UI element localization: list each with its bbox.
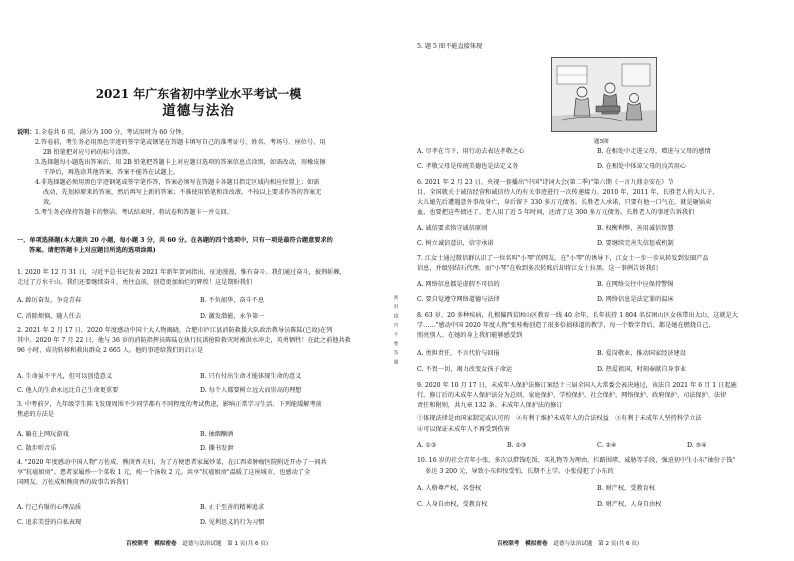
note-line: 4.非选择题必须用黑色字迹钢笔或签字笔作答，答案必须写在答题卡各题目指定区域内相应位置上；如需 — [35, 179, 320, 186]
question-5-option-d[interactable]: D. 在相处中体谅父母的良苦用心 — [597, 163, 687, 170]
question-7-option-a[interactable]: A. 网络信息都是虚假不可信的 — [417, 281, 500, 288]
question-6-stem: 目，全国就关于诚信经营和诚信待人的有关事迹进行一次传递接力。2010 年，2011 年，长胜老人的大儿子、 — [417, 189, 719, 196]
note-line: 2.答卷前，考生务必用黑色字迹的签字笔或钢笔在答题卡填写自己的准考证号、姓名、考场号、座位号。用 — [35, 139, 326, 146]
question-8-option-c[interactable]: C. 不畏一切，竭力改变女孩子命运 — [417, 366, 513, 373]
question-1-stem: 走过了万水千山。我们还要继续奋斗，勇往直前，创造更加灿烂的辉煌！这是期盼我们 — [17, 279, 253, 286]
question-1-stem: 1. 2020 年 12 月 31 日，习近平总书记发表 2021 年新年贺词指出，征途漫漫，惟有奋斗。我们通过奋斗，披荆斩棘， — [17, 269, 346, 276]
footer-page-number: 道德与法治试题 第 1 页(共 6 页) — [182, 541, 269, 547]
page-footer — [126, 540, 268, 549]
question-3-option-d[interactable]: D. 撕书发泄 — [200, 445, 234, 452]
question-4-option-c[interactable]: C. 追求美誉的自私表现 — [17, 519, 82, 526]
question-7-option-d[interactable]: D. 网络信息是法定罪的温床 — [597, 296, 674, 303]
question-3-option-c[interactable]: C. 散步听音乐 — [17, 445, 57, 452]
question-2-stem: 2. 2021 年 2 月 17 日，2020 年度感动中国十大人物揭晓，合肥市庐江县消防救援大队政治教导员陈陆(已故)在列 — [17, 327, 333, 334]
footer-series: 模拟密卷 — [154, 541, 177, 547]
question-2-stem: 96 小时，成功转移和救出群众 2 665 人。他的事迹给我们的启示是 — [17, 347, 204, 354]
question-7-option-c[interactable]: C. 要自觉遵守网络道德与法律 — [417, 296, 500, 303]
question-7-stem: 信息，并级别结石代理，而"小琴"在收到多次转账后却将江女士拉黑。这一事例告诉我们 — [417, 265, 658, 272]
question-1-option-c[interactable]: C. 消除烦恼，随人任去 — [17, 313, 82, 320]
question-8-option-d[interactable]: D. 热爱祖国，时刻奉献自身事业 — [597, 366, 687, 373]
exam-title: 2021 年广东省初中学业水平考试一模 — [95, 87, 302, 101]
question-9-stem: 9. 2020 年 10 月 17 日，未成年人保护法修订案经十三届全国人大常委会表决通过，该法自 2021 年 6 月 1 日起施 — [417, 382, 737, 389]
section-heading: 答案。请把答题卡上对应题目所选的选项涂黑) — [29, 247, 156, 254]
footer-page-number: 道德与法治试题 第 2 页(共 6 页) — [553, 541, 640, 547]
question-6-option-c[interactable]: C. 树立诚信意识，信守承诺 — [417, 240, 494, 247]
question-5-option-c[interactable]: C. 孝敬父母是传统美德也是法定义务 — [417, 163, 519, 170]
footer-series: 模拟密卷 — [525, 541, 548, 547]
question-7-option-b[interactable]: B. 在网络交往中应保持警惕 — [597, 281, 674, 288]
question-10-stem: 10. 16 岁的社会青年小张，多次以借钱吃饭、买礼物等为理由，拦路围堵，威胁等手段，强迫初中生小东"抽份子钱" — [417, 457, 736, 464]
question-3-option-a[interactable]: A. 躺在上网玩游戏 — [17, 431, 69, 438]
question-7-stem: 7. 江女士通过微信群认识了一位名叫"小琴"的网友。在"小琴"的诱导下，江女士一步一步从转发到发圈产品 — [417, 255, 709, 262]
question-10-stem: 多达 3 200 元，导致小东担惊受怕，长期不上学。小张侵犯了小东的 — [425, 468, 614, 475]
question-8-stem: 8. 63 岁、20 多种疾病，扎根偏西贫困山区教育一线 40 余年，长年扶持 1 804 名贫困山区女孩带出大山，这就是大 — [417, 312, 738, 319]
question-9-stem: 责任和附则，共九章 132 条。未成年人保护法的修订 — [417, 402, 563, 409]
question-2-option-b[interactable]: B. 只有付出生命才能体现生命的意义 — [200, 373, 302, 380]
question-4-stem: 4. "2020 年度感动中国人物"万佐成、熊庚香夫妇，为了方便患者家属炒菜，在江西省肿瘤医院附近开办了一间共 — [17, 459, 327, 466]
question-9-option-b[interactable]: B. ①③ — [507, 442, 527, 449]
question-10-option-b[interactable]: B. 财产权，受教育权 — [597, 485, 655, 492]
question-10-option-c[interactable]: C. 人身自由权，受教育权 — [417, 501, 488, 508]
footer-brand: 百校联考 — [497, 541, 520, 547]
exam-subject: 道德与法治 — [162, 103, 235, 119]
question-2-option-c[interactable]: C. 他人的生命永远比自己生命更重要 — [17, 387, 119, 394]
question-3-option-b[interactable]: B. 抽烟酗酒 — [200, 431, 234, 438]
question-6-option-d[interactable]: D. 要继续完善失信惩戒机制 — [597, 240, 674, 247]
question-2-option-a[interactable]: A. 生命虽不平凡，但可以创造意义 — [17, 373, 113, 380]
question-1-option-d[interactable]: D. 激发潜能，永争第一 — [200, 313, 265, 320]
family-cartoon-image — [552, 58, 657, 132]
question-9-stem: 行。修订后的未成年人保护法分为总则、家庭保护、学校保护、社会保护、网络保护、政府保护、司法保护、法律 — [417, 392, 727, 399]
question-5-illustration — [551, 57, 657, 132]
question-1-option-a[interactable]: A. 踔厉奋发，争竞青春 — [17, 297, 82, 304]
question-4-option-b[interactable]: B. 止于至善的精神追求 — [200, 504, 265, 511]
question-9-statements: ①体现法律是由国家制定或认可的 ②有利于维护未成年人的合法权益 ③有利于未成年人坚持科学立法 — [417, 415, 702, 422]
question-9-option-c[interactable]: C. ②④ — [597, 442, 617, 449]
question-4-stem: 国网友。万佐成和熊庚香的故事告诉我们 — [17, 479, 129, 486]
question-3-stem: 焦虑的方法是 — [17, 411, 55, 418]
question-5-option-b[interactable]: B. 在相处中走进父母，增进与父母的感情 — [597, 148, 711, 155]
question-4-stem: 享"抗癌厨房"。患者家属炒一个菜收 1 元，炖一个汤收 2 元。共享"抗癌厨房"温暖了这座城市，也感动了全 — [17, 469, 311, 476]
question-6-stem: 大儿媳先后遭遇意外事故身亡，身后留下 330 多万元债务。长胜老人承诺，只要有他一口气在，就是砸锅卖 — [417, 199, 712, 206]
note-line: 5.考生务必保持答题卡的整洁。考试结束时，将试卷和答题卡一并交回。 — [35, 209, 233, 216]
footer-brand: 百校联考 — [126, 541, 149, 547]
note-line: 改动，先划掉原来的答案，然后再写上新的答案；不准使用铅笔和涂改液。不按以上要求作答的答案无 — [43, 189, 322, 196]
question-10-option-a[interactable]: A. 人格尊严权，名誉权 — [417, 485, 482, 492]
seal-line-text: 密 封 线 内 不 要 答 题 — [393, 295, 398, 364]
note-line: 1.全卷共 6 页，满分为 100 分，考试用时为 60 分钟。 — [35, 129, 188, 136]
question-2-stem: 其中。2020 年 7 月 22 日，他与 36 岁的消防指挥员陈陆在执行抗洪抢险救灾时被洪水冲走，英勇牺牲！在此之前他共救 — [17, 337, 351, 344]
question-5-stem: 5. 题 5 图不能直接体现 — [417, 43, 483, 50]
note-line: 2B 铅笔把对应号码的标号涂黑。 — [43, 149, 134, 156]
question-8-stem: 照亮别人。在她的身上我们能够感受到 — [417, 332, 523, 339]
question-4-option-a[interactable]: A. 行己有耻的心理品质 — [17, 504, 82, 511]
question-6-stem: 血，也要把这些债还了。老人用了近 5 年时间，还清了这 300 多万元债务。长胜老人的事迹告诉我们 — [417, 209, 695, 216]
question-9-statements: ④可以保证未成年人不再受到伤害 — [417, 426, 510, 433]
question-8-option-b[interactable]: B. 爱岗敬业，推动国家经济建设 — [597, 350, 686, 357]
question-5-option-a[interactable]: A. 尽孝在当下，用行动去表达孝敬之心 — [417, 148, 525, 155]
note-line: 3.选择题每小题选出答案后，用 2B 铅笔把答题卡上对应题目选项的答案信息点涂黑，如需改动，用橡皮擦 — [35, 159, 326, 166]
question-2-option-d[interactable]: D. 每个人都要树立远大而崇高的理想 — [200, 387, 302, 394]
question-10-option-d[interactable]: D. 财产权，人身自由权 — [597, 501, 662, 508]
question-6-option-b[interactable]: B. 权衡利弊，善用诚信智慧 — [597, 225, 674, 232]
note-line: 干净后，再选涂其他答案，答案不能答在试题上。 — [43, 169, 180, 176]
question-4-option-d[interactable]: D. 见利思义的行为习惯 — [200, 519, 265, 526]
question-9-option-a[interactable]: A. ①② — [417, 442, 437, 449]
question-9-option-d[interactable]: D. ③④ — [687, 442, 707, 449]
question-8-stem: 学……"感动中国 2020 年度人物"张桂梅创造了很多倍损移道的教学，每一个数字背后，都是她在燃烧自己， — [417, 322, 715, 329]
question-6-option-a[interactable]: A. 诚信要求恪守诚信原则 — [417, 225, 488, 232]
question-5-figure-caption: 题5图 — [594, 139, 609, 145]
question-8-option-a[interactable]: A. 勇担责任，不言代价与回报 — [417, 350, 500, 357]
note-line: 效。 — [43, 199, 56, 206]
notes-label: 说明： — [17, 129, 36, 136]
question-6-stem: 6. 2021 年 2 月 23 日，央视一套播出"中国"诗词大会(第二季)"第六期《一言九鼎金安在》节 — [417, 179, 674, 186]
question-1-option-b[interactable]: B. 不负韶华，奋斗不息 — [200, 297, 265, 304]
question-3-stem: 3. 中考前夕，九年级学生陈飞发现周围不少同学都有不同程度的考试焦虑，影响正常学习生活。下列能缓解考前 — [17, 401, 322, 408]
section-heading: 一、单项选择题(本大题共 20 小题，每小题 3 分，共 60 分。在各题的四个选项中，只有一项是最符合题意要求的 — [17, 237, 333, 244]
